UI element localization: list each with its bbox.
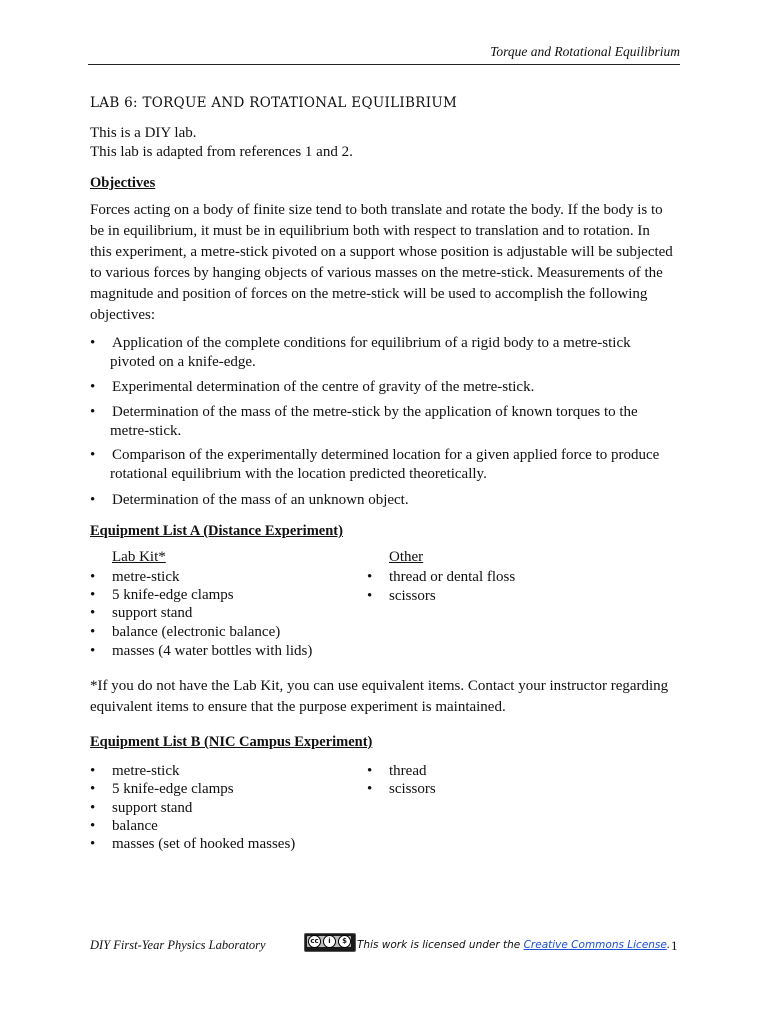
equipment-item	[367, 762, 426, 780]
equipment-item	[90, 780, 234, 798]
bullet: •	[90, 335, 96, 351]
equipment-item	[367, 587, 436, 605]
note-line: equivalent items to ensure that the purpose experiment is maintained.	[90, 699, 506, 715]
paragraph-line: be in equilibrium, it must be in equilibrium both with respect to translation and to rotation. In	[90, 223, 650, 239]
nc-icon: $	[338, 935, 351, 948]
objective-text: Comparison of the experimentally determined location for a given applied force to produce	[112, 447, 660, 463]
by-icon: i	[323, 935, 336, 948]
bullet: •	[90, 836, 96, 852]
equipment-text: support stand	[112, 605, 193, 621]
lab-kit-header: Lab Kit*	[112, 549, 166, 565]
bullet: •	[90, 492, 96, 508]
footer-lab-name: DIY First-Year Physics Laboratory	[90, 938, 266, 952]
equipment-item	[367, 780, 436, 798]
equipment-text: scissors	[389, 781, 436, 797]
license-end: .	[666, 939, 671, 951]
bullet: •	[367, 763, 373, 779]
objective-item	[90, 403, 690, 441]
intro-line: This lab is adapted from references 1 and 2.	[90, 144, 353, 160]
equipment-text: masses (4 water bottles with lids)	[112, 643, 313, 659]
equipment-text: thread	[389, 763, 427, 779]
equipment-item	[90, 817, 158, 835]
objectives-paragraph	[90, 200, 690, 326]
objective-item	[90, 446, 690, 484]
equipment-b-heading: Equipment List B (NIC Campus Experiment)	[90, 734, 373, 750]
equipment-item	[367, 568, 515, 586]
lab-kit-note	[90, 676, 690, 718]
running-header: Torque and Rotational Equilibrium	[490, 44, 680, 59]
equipment-item	[90, 568, 179, 586]
bullet: •	[90, 781, 96, 797]
equipment-text: support stand	[112, 800, 193, 816]
note-line: *If you do not have the Lab Kit, you can use equivalent items. Contact your instructor regarding	[90, 678, 669, 694]
equipment-item	[90, 642, 312, 660]
objective-text: Application of the complete conditions for equilibrium of a rigid body to a metre-stick	[112, 335, 631, 351]
equipment-item	[90, 762, 179, 780]
bullet: •	[90, 643, 96, 659]
paragraph-line: objectives:	[90, 307, 155, 323]
header-rule	[88, 64, 680, 65]
equipment-text: metre-stick	[112, 569, 180, 585]
objective-item	[90, 334, 690, 372]
bullet: •	[90, 447, 96, 463]
bullet: •	[90, 624, 96, 640]
objective-text: pivoted on a knife-edge.	[110, 354, 256, 370]
equipment-item	[90, 799, 192, 817]
equipment-text: 5 knife-edge clamps	[112, 587, 234, 603]
equipment-text: thread or dental floss	[389, 569, 516, 585]
bullet: •	[90, 763, 96, 779]
paragraph-line: this experiment, a metre-stick pivoted on a support whose position is adjustable will be subjected	[90, 244, 673, 260]
bullet: •	[90, 800, 96, 816]
equipment-item	[90, 623, 280, 641]
bullet: •	[90, 587, 96, 603]
objective-text: Determination of the mass of the metre-stick by the application of known torques to the	[112, 404, 638, 420]
objective-text: Determination of the mass of an unknown object.	[112, 492, 409, 508]
equipment-a-heading: Equipment List A (Distance Experiment)	[90, 523, 343, 539]
lab-title: LAB 6: TORQUE AND ROTATIONAL EQUILIBRIUM	[90, 95, 458, 111]
equipment-text: masses (set of hooked masses)	[112, 836, 296, 852]
equipment-item	[90, 604, 192, 622]
equipment-item	[90, 586, 234, 604]
objective-text: rotational equilibrium with the location predicted theoretically.	[110, 466, 487, 482]
bullet: •	[90, 404, 96, 420]
license-text: This work is licensed under the	[357, 939, 524, 951]
equipment-text: balance (electronic balance)	[112, 624, 281, 640]
bullet: •	[90, 818, 96, 834]
bullet: •	[367, 588, 373, 604]
objective-text: metre-stick.	[110, 423, 182, 439]
equipment-item	[90, 835, 295, 853]
bullet: •	[367, 781, 373, 797]
equipment-text: metre-stick	[112, 763, 180, 779]
cc-icon: cc	[308, 935, 321, 948]
equipment-text: scissors	[389, 588, 436, 604]
objectives-heading: Objectives	[90, 175, 156, 191]
paragraph-line: magnitude and position of forces on the metre-stick will be used to accomplish the following	[90, 286, 648, 302]
objective-text: Experimental determination of the centre of gravity of the metre-stick.	[112, 379, 535, 395]
creative-commons-badge[interactable]	[304, 933, 356, 952]
paragraph-line: Forces acting on a body of finite size tend to both translate and rotate the body. If the body is to	[90, 202, 663, 218]
equipment-text: balance	[112, 818, 158, 834]
objective-item	[90, 378, 690, 397]
bullet: •	[90, 379, 96, 395]
license-notice	[357, 939, 670, 951]
bullet: •	[90, 605, 96, 621]
creative-commons-link[interactable]: Creative Commons License	[523, 939, 667, 951]
objective-item	[90, 491, 690, 510]
intro	[90, 124, 353, 162]
bullet: •	[90, 569, 96, 585]
equipment-text: 5 knife-edge clamps	[112, 781, 234, 797]
bullet: •	[367, 569, 373, 585]
paragraph-line: to various forces by hanging objects of various masses on the metre-stick. Measurements of the	[90, 265, 663, 281]
page-number: 1	[671, 938, 678, 953]
other-header: Other	[389, 549, 424, 565]
intro-line: This is a DIY lab.	[90, 125, 197, 141]
